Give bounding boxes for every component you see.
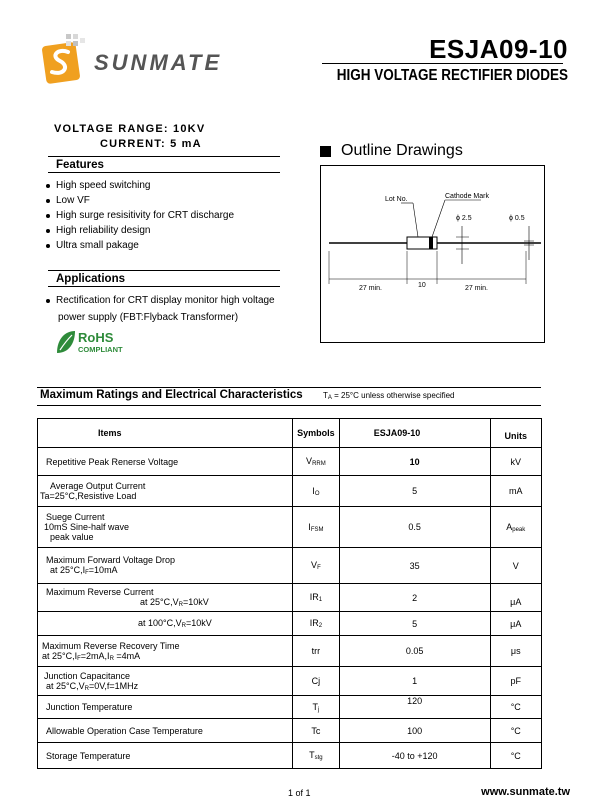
row-unit: μs [490,636,541,667]
applications-heading: Applications [48,270,280,287]
row-symbol: $V_F$ [293,548,340,584]
square-bullet-icon [320,146,331,157]
table-row [38,667,542,696]
row-value: 0.5 [339,507,490,548]
cathode-mark-label: Cathode Mark [445,193,489,200]
row-unit: V [490,548,541,584]
ratings-rule-bottom [37,405,541,406]
row-symbol: trr [293,636,340,667]
current-rating: CURRENT: 5 mA [100,138,202,150]
row-item: Allowable Operation Case Temperature [38,719,293,743]
row-value: 35 [339,548,490,584]
row-unit: mA [490,476,541,507]
row-symbol: $T_{stg}$ [293,743,340,769]
list-item: High speed switching [46,178,234,193]
ratings-rule-top [37,387,541,388]
table-row [38,719,542,743]
table-header-row [38,419,542,448]
row-value: 2 [339,584,490,612]
table-row [38,507,542,548]
row-item: at $100^\circ C,V_R=10kV$ [38,612,293,636]
row-item: Junction Capacitance at $25^\circ C,V_R=0V,f=1MHz$ [38,667,293,696]
ratings-heading: Maximum Ratings and Electrical Characteristics [40,389,303,401]
table-row [38,636,542,667]
row-unit: °C [490,696,541,719]
header-items: Items [38,419,293,448]
lead-diameter-label: ϕ 0.5 [509,215,525,222]
row-symbol: $IR_2$ [293,612,340,636]
row-symbol: Cj [293,667,340,696]
row-value: 100 [339,719,490,743]
row-value: -40 to +120 [339,743,490,769]
row-item: Repetitive Peak Renerse Voltage [38,448,293,476]
left-lead-length: 27 min. [359,285,382,292]
voltage-range: VOLTAGE RANGE: 10KV [54,123,206,135]
row-item: Storage Temperature [38,743,293,769]
table-row [38,584,542,612]
ratings-note: $T_A = 25^\circ C$ unless otherwise specified [323,391,455,401]
bullet-icon [46,184,50,188]
outline-heading: Outline Drawings [320,142,463,160]
bullet-icon [46,299,50,303]
logo-wordmark: SUNMATE [94,50,223,75]
rohs-badge [55,329,135,355]
row-symbol: $T_j$ [293,696,340,719]
list-item: Low VF [46,193,234,208]
row-symbol: $IR_1$ [293,584,340,612]
leaf-icon [57,331,75,353]
row-value: 5 [339,612,490,636]
company-logo [40,30,240,90]
header-units: Units [490,419,541,448]
header-symbols: Symbols [293,419,340,448]
list-item: Rectification for CRT display monitor high voltage [46,292,286,309]
row-item: Junction Temperature [38,696,293,719]
row-item: Maximum Forward Voltage Drop at $25^\circ C,I_F=10mA$ [38,548,293,584]
svg-text:COMPLIANT: COMPLIANT [78,345,123,354]
right-lead-length: 27 min. [465,285,488,292]
row-item: Maximum Reverse Current at $25^\circ C,V_R=10kV$ [38,584,293,612]
header-rule [322,63,563,64]
row-symbol: $V_{RRM}$ [293,448,340,476]
row-unit: °C [490,719,541,743]
row-value: 10 [339,448,490,476]
row-value: 0.05 [339,636,490,667]
table-row [38,612,542,636]
row-unit: pF [490,667,541,696]
outline-drawing [320,165,545,343]
subtitle: HIGH VOLTAGE RECTIFIER DIODES [336,66,568,84]
bullet-icon [46,244,50,248]
body-diameter-label: ϕ 2.5 [456,215,472,222]
row-value: 1 [339,667,490,696]
applications-text [46,292,286,326]
row-item: Average Output Current Ta=25°C,Resistive Load [38,476,293,507]
table-row [38,548,542,584]
features-list [46,178,234,253]
row-symbol: Tc [293,719,340,743]
row-symbol: $I_{FSM}$ [293,507,340,548]
row-unit: $A_{peak}$ [490,507,541,548]
row-value: 5 [339,476,490,507]
bullet-icon [46,199,50,203]
features-heading: Features [48,156,280,173]
bullet-icon [46,214,50,218]
row-unit: °C [490,743,541,769]
header-part: ESJA09-10 [339,419,490,448]
ratings-table [37,418,542,769]
list-item: High surge resisitivity for CRT discharge [46,208,234,223]
row-item: Maximum Reverse Recovery Time at $25^\circ C,I_F=2mA,I_R =4mA$ [38,636,293,667]
list-item-continued: power supply (FBT:Flyback Transformer) [58,312,239,323]
cathode-band [429,237,433,249]
table-row [38,696,542,719]
table-row [38,743,542,769]
row-value: 120 [339,696,490,719]
row-unit: μA [490,612,541,636]
list-item: High reliability design [46,223,234,238]
table-row [38,448,542,476]
page-number: 1 of 1 [288,788,311,798]
row-symbol: $I_O$ [293,476,340,507]
logo-mark-icon [42,34,85,84]
row-item: Suege Current 10mS Sine-half wave peak value [38,507,293,548]
body-length: 10 [418,282,426,289]
list-item: Ultra small pakage [46,238,234,253]
row-unit: μA [490,584,541,612]
table-row [38,476,542,507]
bullet-icon [46,229,50,233]
website-link[interactable]: www.sunmate.tw [481,786,570,798]
row-unit: kV [490,448,541,476]
part-number: ESJA09-10 [429,34,568,64]
lot-no-label: Lot No. [385,196,408,203]
svg-text:RoHS: RoHS [78,330,114,345]
